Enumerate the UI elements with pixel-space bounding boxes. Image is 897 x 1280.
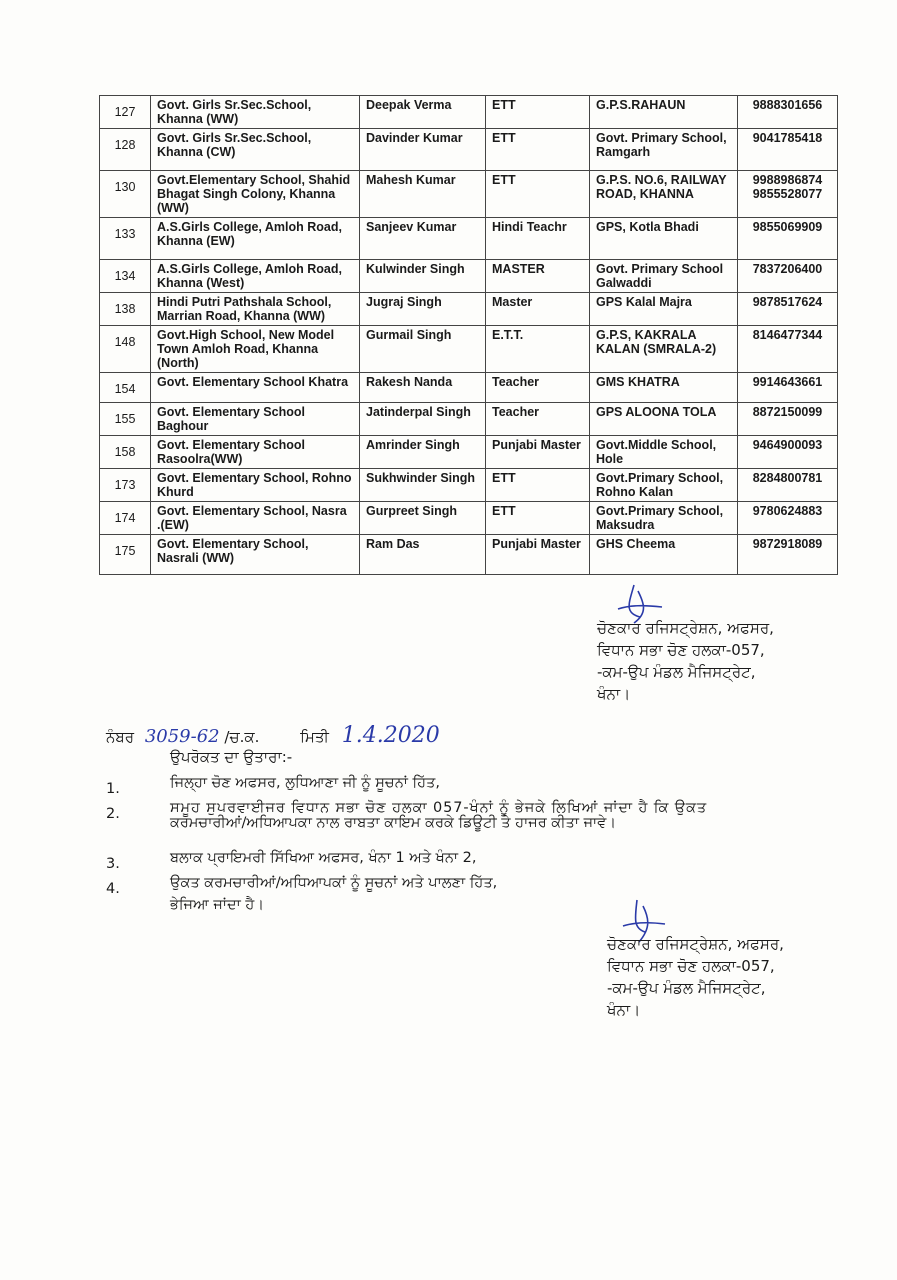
list-item-text: ਬਲਾਕ ਪ੍ਰਾਇਮਰੀ ਸਿੱਖਿਆ ਅਫਸਰ, ਖੰਨਾ 1 ਅਤੇ ਖੰਨਾ 2,: [170, 850, 477, 866]
cell-post: Punjabi Master: [486, 535, 590, 575]
cell-posting: GHS Cheema: [590, 535, 738, 575]
cell-school: Hindi Putri Pathshala School, Marrian Road, Khanna (WW): [151, 293, 360, 326]
cell-sn: 154: [100, 373, 151, 403]
cell-name: Kulwinder Singh: [360, 260, 486, 293]
cell-post: Teacher: [486, 373, 590, 403]
cell-sn: 133: [100, 218, 151, 260]
list-item-text: ਭੇਜਿਆ ਜਾਂਦਾ ਹੈ।: [170, 897, 265, 913]
cell-posting: Govt. Primary School Galwaddi: [590, 260, 738, 293]
cell-mobile: 9464900093: [738, 436, 838, 469]
table-row: [100, 535, 838, 575]
cell-name: Sanjeev Kumar: [360, 218, 486, 260]
cell-post: ETT: [486, 129, 590, 171]
cell-mobile: 7837206400: [738, 260, 838, 293]
cell-posting: GPS ALOONA TOLA: [590, 403, 738, 436]
cell-post: ETT: [486, 171, 590, 218]
cell-posting: GPS, Kotla Bhadi: [590, 218, 738, 260]
list-item-text: ਸਮੂਹ ਸੁਪਰਵਾਈਜਰ ਵਿਧਾਨ ਸਭਾ ਚੋਣ ਹਲਕਾ 057-ਖੰਨਾਂ ਨੂੰ ਭੇਜਕੇ ਲਿਖਿਆਂ ਜਾਂਦਾ ਹੈ ਕਿ ਉਕਤ: [170, 800, 708, 816]
date-label: ਮਿਤੀ: [300, 728, 329, 746]
table-row: [100, 373, 838, 403]
cell-post: MASTER: [486, 260, 590, 293]
cell-posting: G.P.S. NO.6, RAILWAY ROAD, KHANNA: [590, 171, 738, 218]
cell-posting: GPS Kalal Majra: [590, 293, 738, 326]
cell-post: E.T.T.: [486, 326, 590, 373]
cell-mobile: 9855069909: [738, 218, 838, 260]
cell-name: Gurmail Singh: [360, 326, 486, 373]
cell-sn: 158: [100, 436, 151, 469]
cell-name: Sukhwinder Singh: [360, 469, 486, 502]
cell-sn: 127: [100, 96, 151, 129]
cell-mobile: 9888301656: [738, 96, 838, 129]
cell-post: ETT: [486, 469, 590, 502]
order-number: 3059-62: [144, 726, 220, 747]
order-date: 1.4.2020: [341, 723, 440, 748]
cell-school: Govt. Elementary School, Rohno Khurd: [151, 469, 360, 502]
cell-mobile: 8872150099: [738, 403, 838, 436]
cell-posting: GMS KHATRA: [590, 373, 738, 403]
list-item-number: 1.: [106, 781, 120, 797]
sig2-line4: ਖੰਨਾ।: [607, 1001, 641, 1019]
cell-posting: G.P.S.RAHAUN: [590, 96, 738, 129]
sig1-line2: ਵਿਧਾਨ ਸਭਾ ਚੋਣ ਹਲਕਾ-057,: [597, 641, 765, 659]
table-body: [100, 96, 838, 575]
copy-heading: ਉਪਰੋਕਤ ਦਾ ਉਤਾਰਾ:-: [170, 748, 293, 766]
cell-name: Amrinder Singh: [360, 436, 486, 469]
cell-sn: 134: [100, 260, 151, 293]
cell-sn: 155: [100, 403, 151, 436]
order-suffix: /ਚ.ਕ.: [224, 728, 260, 746]
cell-mobile: 8284800781: [738, 469, 838, 502]
cell-posting: G.P.S, KAKRALA KALAN (SMRALA-2): [590, 326, 738, 373]
cell-name: Rakesh Nanda: [360, 373, 486, 403]
cell-sn: 173: [100, 469, 151, 502]
table-row: [100, 436, 838, 469]
cell-name: Davinder Kumar: [360, 129, 486, 171]
list-item-text: ਕਰਮਚਾਰੀਆਂ/ਅਧਿਆਪਕਾ ਨਾਲ ਰਾਬਤਾ ਕਾਇਮ ਕਰਕੇ ਡਿਊਟੀ ਤੇ ਹਾਜਰ ਕੀਤਾ ਜਾਵੇ।: [170, 815, 617, 831]
cell-school: A.S.Girls College, Amloh Road, Khanna (EW): [151, 218, 360, 260]
table-row: [100, 403, 838, 436]
cell-post: ETT: [486, 96, 590, 129]
table-row: [100, 129, 838, 171]
signature-block-1: [597, 617, 774, 705]
cell-sn: 130: [100, 171, 151, 218]
cell-name: Ram Das: [360, 535, 486, 575]
list-item-number: 2.: [106, 806, 120, 822]
cell-posting: Govt.Primary School, Rohno Kalan: [590, 469, 738, 502]
table-row: [100, 96, 838, 129]
cell-mobile: 9878517624: [738, 293, 838, 326]
cell-school: Govt. Elementary School, Nasra .(EW): [151, 502, 360, 535]
cell-posting: Govt. Primary School, Ramgarh: [590, 129, 738, 171]
sig1-line1: ਚੋਣਕਾਰ ਰਜਿਸਟ੍ਰੇਸ਼ਨ, ਅਫਸਰ,: [597, 619, 774, 637]
cell-sn: 148: [100, 326, 151, 373]
list-item-text: ਉਕਤ ਕਰਮਚਾਰੀਆਂ/ਅਧਿਆਪਕਾਂ ਨੂੰ ਸੂਚਨਾਂ ਅਤੇ ਪਾਲਣਾ ਹਿੱਤ,: [170, 875, 498, 891]
cell-school: Govt. Elementary School Baghour: [151, 403, 360, 436]
order-number-line: [106, 723, 440, 748]
cell-posting: Govt.Middle School, Hole: [590, 436, 738, 469]
cell-post: ETT: [486, 502, 590, 535]
cell-sn: 138: [100, 293, 151, 326]
cell-name: Jugraj Singh: [360, 293, 486, 326]
table-row: [100, 469, 838, 502]
cell-mobile: 9872918089: [738, 535, 838, 575]
cell-name: Gurpreet Singh: [360, 502, 486, 535]
order-prefix: ਨੰਬਰ: [106, 728, 135, 746]
list-item-number: 4.: [106, 881, 120, 897]
list-item-number: 3.: [106, 856, 120, 872]
cell-school: Govt. Girls Sr.Sec.School, Khanna (CW): [151, 129, 360, 171]
cell-post: Punjabi Master: [486, 436, 590, 469]
cell-sn: 175: [100, 535, 151, 575]
list-item-text: ਜਿਲ੍ਹਾ ਚੋਣ ਅਫਸਰ, ਲੁਧਿਆਣਾ ਜੀ ਨੂੰ ਸੂਚਨਾਂ ਹਿੱਤ,: [170, 775, 440, 791]
sig2-line2: ਵਿਧਾਨ ਸਭਾ ਚੋਣ ਹਲਕਾ-057,: [607, 957, 775, 975]
cell-mobile: 9041785418: [738, 129, 838, 171]
cell-mobile: 9914643661: [738, 373, 838, 403]
cell-post: Hindi Teachr: [486, 218, 590, 260]
table-row: [100, 502, 838, 535]
cell-mobile: 9988986874 9855528077: [738, 171, 838, 218]
cell-name: Deepak Verma: [360, 96, 486, 129]
cell-posting: Govt.Primary School, Maksudra: [590, 502, 738, 535]
cell-post: Teacher: [486, 403, 590, 436]
cell-mobile: 9780624883: [738, 502, 838, 535]
cell-school: A.S.Girls College, Amloh Road, Khanna (West): [151, 260, 360, 293]
cell-school: Govt.Elementary School, Shahid Bhagat Singh Colony, Khanna (WW): [151, 171, 360, 218]
table-row: [100, 326, 838, 373]
table-row: [100, 293, 838, 326]
cell-name: Mahesh Kumar: [360, 171, 486, 218]
table-row: [100, 260, 838, 293]
cell-school: Govt.High School, New Model Town Amloh Road, Khanna (North): [151, 326, 360, 373]
sig1-line4: ਖੰਨਾ।: [597, 685, 631, 703]
table-row: [100, 171, 838, 218]
cell-post: Master: [486, 293, 590, 326]
cell-sn: 174: [100, 502, 151, 535]
signature-block-2: [607, 933, 784, 1021]
cell-school: Govt. Elementary School, Nasrali (WW): [151, 535, 360, 575]
cell-school: Govt. Girls Sr.Sec.School, Khanna (WW): [151, 96, 360, 129]
staff-table: [99, 95, 838, 575]
sig2-line3: -ਕਮ-ਉਪ ਮੰਡਲ ਮੈਜਿਸਟ੍ਰੇਟ,: [607, 979, 766, 997]
cell-school: Govt. Elementary School Rasoolra(WW): [151, 436, 360, 469]
cell-sn: 128: [100, 129, 151, 171]
cell-school: Govt. Elementary School Khatra: [151, 373, 360, 403]
sig1-line3: -ਕਮ-ਉਪ ਮੰਡਲ ਮੈਜਿਸਟ੍ਰੇਟ,: [597, 663, 756, 681]
cell-name: Jatinderpal Singh: [360, 403, 486, 436]
cell-mobile: 8146477344: [738, 326, 838, 373]
sig2-line1: ਚੋਣਕਾਰ ਰਜਿਸਟ੍ਰੇਸ਼ਨ, ਅਫਸਰ,: [607, 935, 784, 953]
table-row: [100, 218, 838, 260]
